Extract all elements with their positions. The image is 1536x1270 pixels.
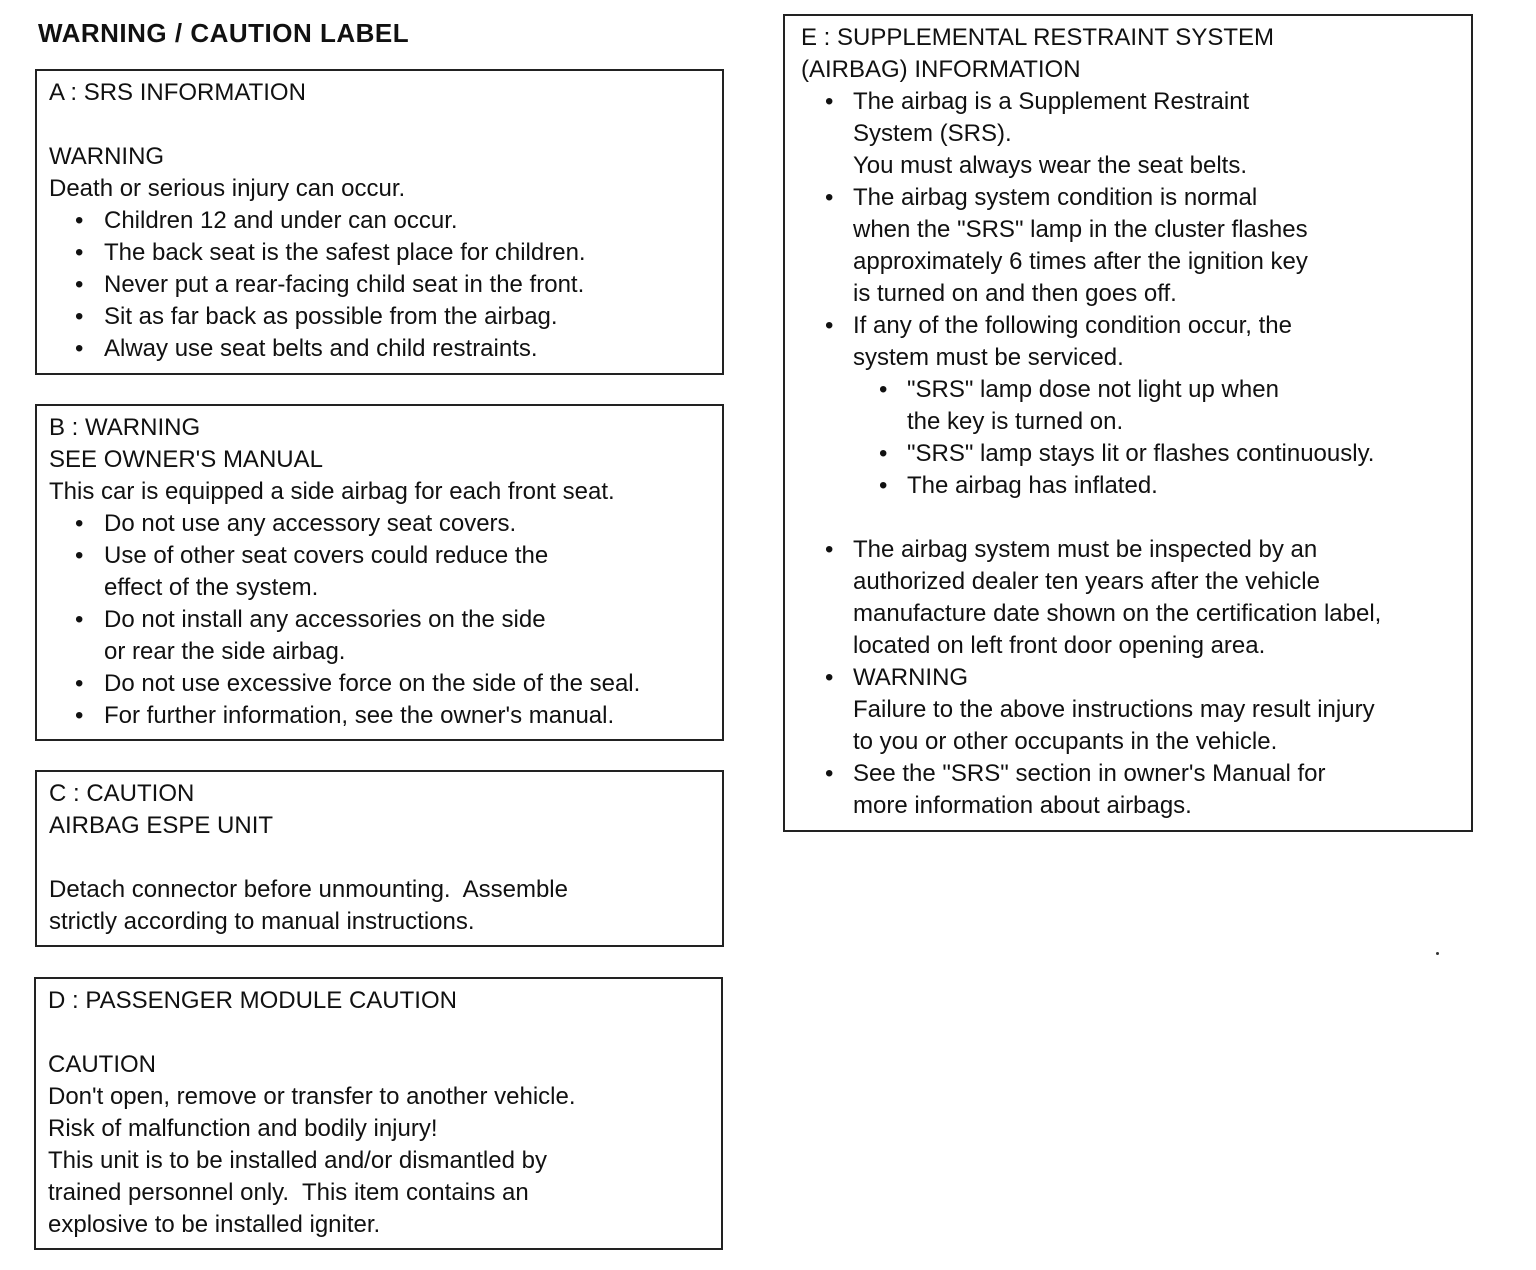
box-d-caution: CAUTION xyxy=(48,1051,156,1078)
list-item-text: • Do not use excessive force on the side of the seal. xyxy=(104,670,641,697)
list-item-text: located on left front door opening area. xyxy=(853,632,1266,659)
list-item-text: • The airbag system condition is normal xyxy=(853,184,1258,211)
box-d-body-line: Risk of malfunction and bodily injury! xyxy=(48,1115,438,1142)
list-item-text: System (SRS). xyxy=(853,120,1012,147)
box-b-intro: This car is equipped a side airbag for each front seat. xyxy=(49,478,615,505)
list-item xyxy=(49,700,710,732)
list-item-text: • See the "SRS" section in owner's Manual for xyxy=(853,760,1326,787)
list-item-text: • Use of other seat covers could reduce the xyxy=(104,542,549,569)
box-b-bullet-list xyxy=(49,508,710,732)
list-item-text: • "SRS" lamp stays lit or flashes continuously. xyxy=(907,440,1375,467)
sub-list-item xyxy=(853,438,1459,470)
list-item-text: • The airbag system must be inspected by an xyxy=(853,536,1318,563)
box-e-sub-bullet-list xyxy=(853,374,1459,502)
list-item xyxy=(801,310,1459,534)
sub-list-item xyxy=(853,374,1459,438)
list-item-text: manufacture date shown on the certification label, xyxy=(853,600,1382,627)
box-a-heading: A : SRS INFORMATION xyxy=(49,79,306,106)
list-item-text: authorized dealer ten years after the vehicle xyxy=(853,568,1320,595)
box-c-body-line: strictly according to manual instructions. xyxy=(49,908,475,935)
list-item-text: approximately 6 times after the ignition key xyxy=(853,248,1308,275)
list-item xyxy=(49,540,710,604)
list-item xyxy=(49,508,710,540)
label-box-a-srs-information xyxy=(35,69,724,375)
list-item-text: more information about airbags. xyxy=(853,792,1192,819)
list-item xyxy=(49,668,710,700)
list-item-text: Failure to the above instructions may result injury xyxy=(853,696,1375,723)
list-item-text: • WARNING xyxy=(853,664,969,691)
list-item: • The back seat is the safest place for children. xyxy=(49,237,710,269)
list-item-text: or rear the side airbag. xyxy=(104,638,346,665)
list-item-text: • For further information, see the owner's manual. xyxy=(104,702,615,729)
list-item-text: effect of the system. xyxy=(104,574,319,601)
box-c-heading: C : CAUTION xyxy=(49,780,195,807)
box-c-body-line: Detach connector before unmounting. Assemble xyxy=(49,876,568,903)
label-box-b-warning xyxy=(35,404,724,741)
list-item xyxy=(801,182,1459,310)
list-item xyxy=(49,604,710,668)
page-title: WARNING / CAUTION LABEL xyxy=(38,18,410,48)
box-d-body-line: This unit is to be installed and/or dismantled by xyxy=(48,1147,547,1174)
list-item-text: • The airbag has inflated. xyxy=(907,472,1158,499)
list-item xyxy=(801,758,1459,822)
box-d-body-line: explosive to be installed igniter. xyxy=(48,1211,381,1238)
box-e-heading: (AIRBAG) INFORMATION xyxy=(801,56,1081,83)
box-e-bullet-list xyxy=(801,86,1459,822)
list-item-text: the key is turned on. xyxy=(907,408,1124,435)
list-item: • Children 12 and under can occur. xyxy=(49,205,710,237)
list-item-text: • Do not use any accessory seat covers. xyxy=(104,510,517,537)
list-item: • Alway use seat belts and child restraints. xyxy=(49,333,710,365)
label-box-d-passenger-module-caution xyxy=(34,977,723,1250)
label-box-c-caution xyxy=(35,770,724,947)
list-item-text: when the "SRS" lamp in the cluster flashes xyxy=(853,216,1308,243)
box-a-intro: Death or serious injury can occur. xyxy=(49,175,406,202)
box-d-body-line: trained personnel only. This item contains an xyxy=(48,1179,529,1206)
box-b-heading: B : WARNING xyxy=(49,414,201,441)
label-box-e-srs-airbag-information xyxy=(783,14,1473,832)
list-item xyxy=(801,662,1459,758)
list-item-text: is turned on and then goes off. xyxy=(853,280,1177,307)
list-item-text: • Do not install any accessories on the side xyxy=(104,606,546,633)
box-a-bullet-list xyxy=(49,205,710,365)
list-item-text: system must be serviced. xyxy=(853,344,1124,371)
box-b-subheading: SEE OWNER'S MANUAL xyxy=(49,446,323,473)
box-d-body-line: Don't open, remove or transfer to another vehicle. xyxy=(48,1083,576,1110)
list-item xyxy=(801,534,1459,662)
list-item-text: • The airbag is a Supplement Restraint xyxy=(853,88,1250,115)
list-item-text: • "SRS" lamp dose not light up when xyxy=(907,376,1279,403)
list-item: • Never put a rear-facing child seat in the front. xyxy=(49,269,710,301)
list-item xyxy=(801,86,1459,182)
scan-speck xyxy=(1436,952,1439,955)
box-d-heading: D : PASSENGER MODULE CAUTION xyxy=(48,987,457,1014)
box-e-heading: E : SUPPLEMENTAL RESTRAINT SYSTEM xyxy=(801,24,1274,51)
list-item-text: • If any of the following condition occur, the xyxy=(853,312,1292,339)
box-a-warning: WARNING xyxy=(49,143,165,170)
sub-list-item xyxy=(853,470,1459,502)
list-item: • Sit as far back as possible from the airbag. xyxy=(49,301,710,333)
list-item-text: You must always wear the seat belts. xyxy=(853,152,1247,179)
list-item-text: to you or other occupants in the vehicle. xyxy=(853,728,1278,755)
box-c-subheading: AIRBAG ESPE UNIT xyxy=(49,812,274,839)
